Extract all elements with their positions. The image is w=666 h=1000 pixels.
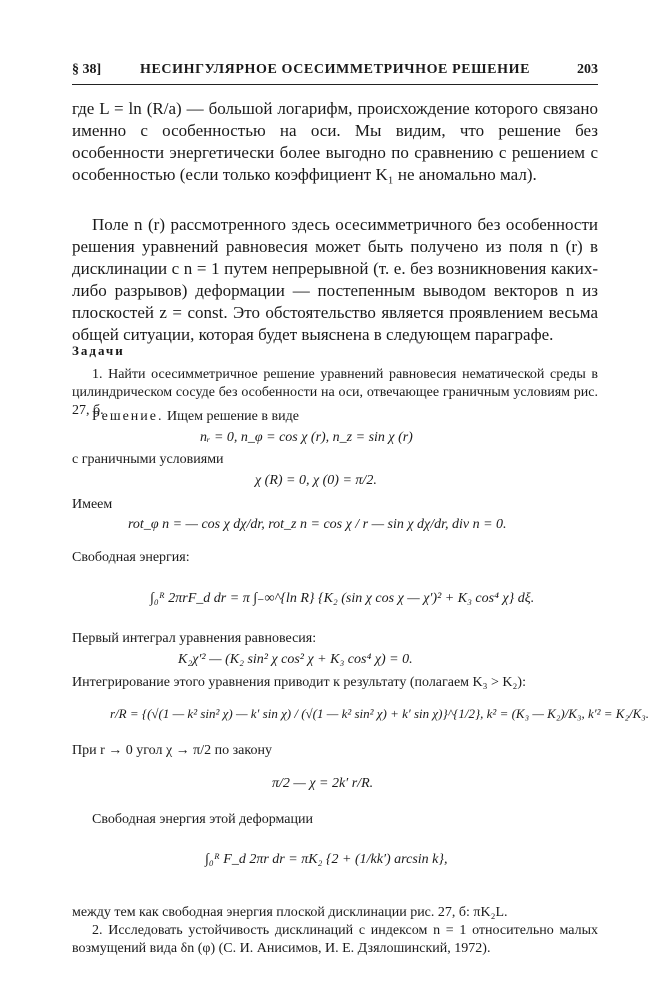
equation-3: rot_φ n = — cos χ dχ/dr, rot_z n = cos χ / r — sin χ dχ/dr, div n = 0. — [128, 517, 507, 532]
limit-text: При r → 0 угол χ → π/2 по закону — [72, 743, 272, 758]
integration-text: Интегрирование этого уравнения приводит к результату (полагаем K₃ > K₂): — [72, 675, 526, 690]
equation-5: K₂χ′² — (K₂ sin² χ cos² χ + K₃ cos⁴ χ) = 0. — [178, 652, 413, 667]
problem-1: 1. Найти осесимметричное решение уравнений равновесия нематической среды в цилиндрическом сосуде без особенности на оси, отвечающее граничным условиям рис. 27, б. — [72, 367, 598, 418]
equation-4: ∫₀ᴿ 2πrF_d dr = π ∫₋∞^{ln R} {K₂ (sin χ cos χ — χ′)² + K₃ cos⁴ χ} dξ. — [150, 591, 535, 606]
boundary-label: с граничными условиями — [72, 452, 224, 467]
equation-6: r/R = {(√(1 — k² sin² χ) — k′ sin χ) / (√(1 — k² sin² χ) + k′ sin χ)}^{1/2}, k² = (K₃ — K₂)/K₃, k′² = K₂/K₃. — [110, 706, 650, 721]
first-integral-label: Первый интеграл уравнения равновесия: — [72, 631, 317, 646]
solution-line — [92, 409, 299, 425]
header-rule — [72, 84, 598, 85]
section-number: § 38] — [72, 62, 102, 77]
equation-8: ∫₀ᴿ F_d 2πr dr = πK₂ {2 + (1/kk′) arcsin k}, — [205, 852, 448, 867]
running-title: НЕСИНГУЛЯРНОЕ ОСЕСИММЕТРИЧНОЕ РЕШЕНИЕ — [139, 62, 531, 77]
equation-2: χ (R) = 0, χ (0) = π/2. — [255, 473, 377, 488]
page-number: 203 — [577, 62, 598, 77]
have-label: Имеем — [72, 497, 113, 512]
paragraph-2: Поле n (r) рассмотренного здесь осесимметричного без особенности решения уравнений равновесия может быть получено из поля n (r) в дисклинации с n = 1 путем непрерывной (т. е. без возникновения каких-либо разрывов) деформации — постепенным выводом векторов n из плоскостей z = const. Это обстоятельство является проявлением весьма общей ситуации, которая будет выяснена в следующем параграфе. — [72, 215, 598, 344]
paragraph-1: где L = ln (R/a) — большой логарифм, происхождение которого связано именно с особенностью на оси. Мы видим, что решение без особенности энергетически более выгодно по сравнению с решением с особенностью (если только коэффициент K₁ не аномально мал). — [72, 99, 598, 184]
problem-2: 2. Исследовать устойчивость дисклинаций с индексом n = 1 относительно малых возмущений вида δn (φ) (С. И. Анисимов, И. Е. Дзялошинский, 1972). — [72, 923, 598, 956]
solution-intro: Ищем решение в виде — [167, 409, 299, 424]
free-energy-label: Свободная энергия: — [72, 550, 190, 565]
equation-7: π/2 — χ = 2k′ r/R. — [272, 776, 374, 791]
deformation-energy-label: Свободная энергия этой деформации — [92, 812, 313, 827]
equation-1: nᵣ = 0, n_φ = cos χ (r), n_z = sin χ (r) — [200, 430, 413, 445]
problems-heading: Задачи — [72, 343, 125, 358]
solution-label: Решение. — [92, 409, 164, 424]
comparison-text: между тем как свободная энергия плоской дисклинации рис. 27, б: πK₂L. — [72, 905, 508, 920]
running-head — [72, 62, 598, 84]
